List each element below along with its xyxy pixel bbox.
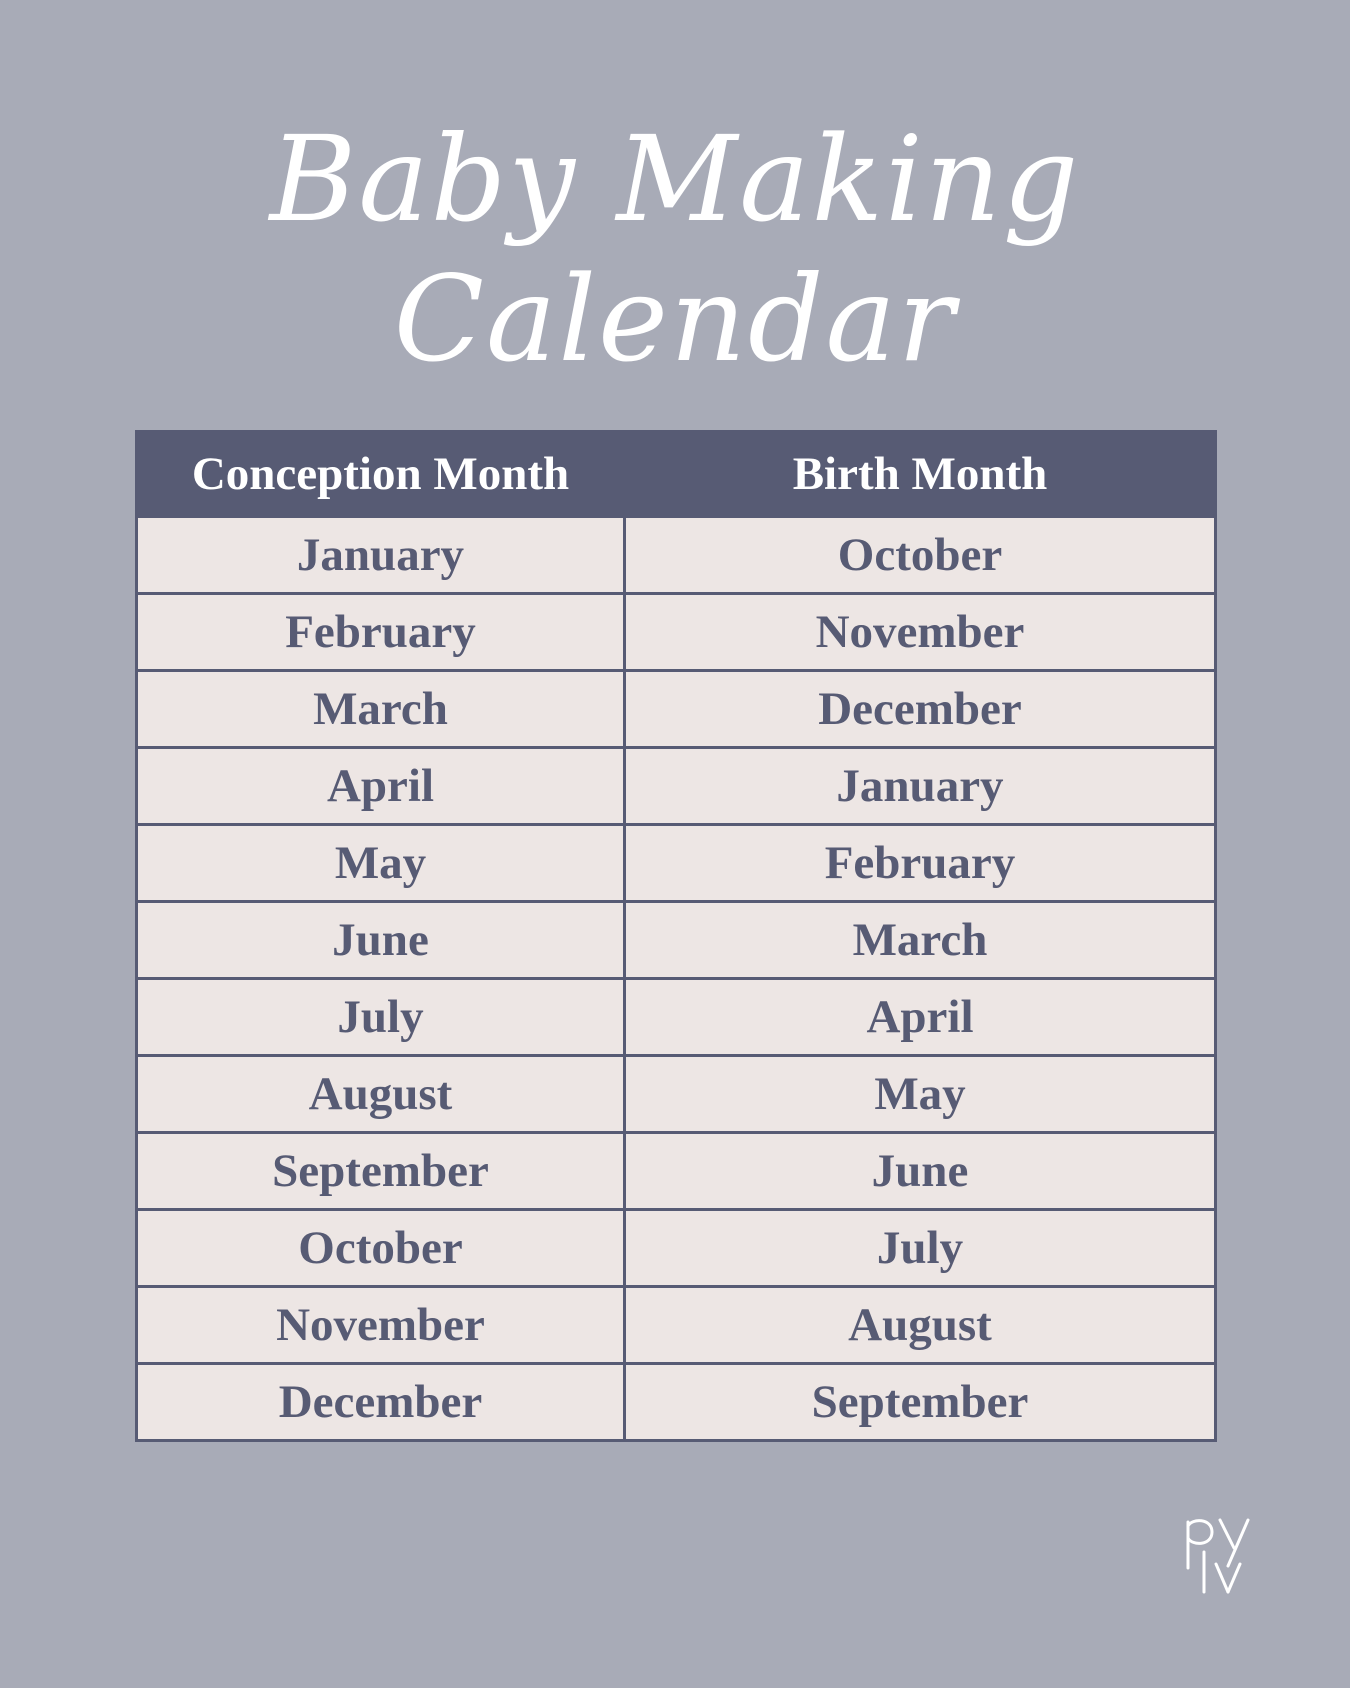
birth-month-cell: June — [625, 1133, 1216, 1210]
page-title-line-2: Calendar — [393, 250, 957, 388]
conception-month-cell: April — [137, 748, 625, 825]
table-row — [137, 517, 1216, 594]
conception-month-cell: December — [137, 1364, 625, 1441]
table-row — [137, 1287, 1216, 1364]
table-row — [137, 1133, 1216, 1210]
conception-month-cell: November — [137, 1287, 625, 1364]
page-title-line-1: Baby Making — [269, 110, 1081, 248]
birth-month-cell: February — [625, 825, 1216, 902]
conception-month-cell: February — [137, 594, 625, 671]
conception-month-cell: January — [137, 517, 625, 594]
birth-month-cell: December — [625, 671, 1216, 748]
conception-month-cell: July — [137, 979, 625, 1056]
birth-month-cell: January — [625, 748, 1216, 825]
birth-month-cell: October — [625, 517, 1216, 594]
birth-month-cell: July — [625, 1210, 1216, 1287]
table-row — [137, 1210, 1216, 1287]
conception-month-cell: August — [137, 1056, 625, 1133]
birth-month-cell: August — [625, 1287, 1216, 1364]
table-row — [137, 979, 1216, 1056]
table-row — [137, 594, 1216, 671]
birth-month-cell: November — [625, 594, 1216, 671]
header-conception-month: Conception Month — [137, 432, 625, 517]
table-row — [137, 902, 1216, 979]
birth-month-cell: March — [625, 902, 1216, 979]
birth-month-cell: September — [625, 1364, 1216, 1441]
table-row — [137, 748, 1216, 825]
pylv-logo — [1184, 1508, 1254, 1594]
conception-month-cell: March — [137, 671, 625, 748]
table-row — [137, 671, 1216, 748]
calendar-table — [135, 430, 1217, 1442]
table-header-row — [137, 432, 1216, 517]
birth-month-cell: May — [625, 1056, 1216, 1133]
conception-month-cell: June — [137, 902, 625, 979]
conception-month-cell: September — [137, 1133, 625, 1210]
table-row — [137, 825, 1216, 902]
header-birth-month: Birth Month — [625, 432, 1216, 517]
conception-month-cell: May — [137, 825, 625, 902]
birth-month-cell: April — [625, 979, 1216, 1056]
conception-month-cell: October — [137, 1210, 625, 1287]
table-row — [137, 1364, 1216, 1441]
table-row — [137, 1056, 1216, 1133]
